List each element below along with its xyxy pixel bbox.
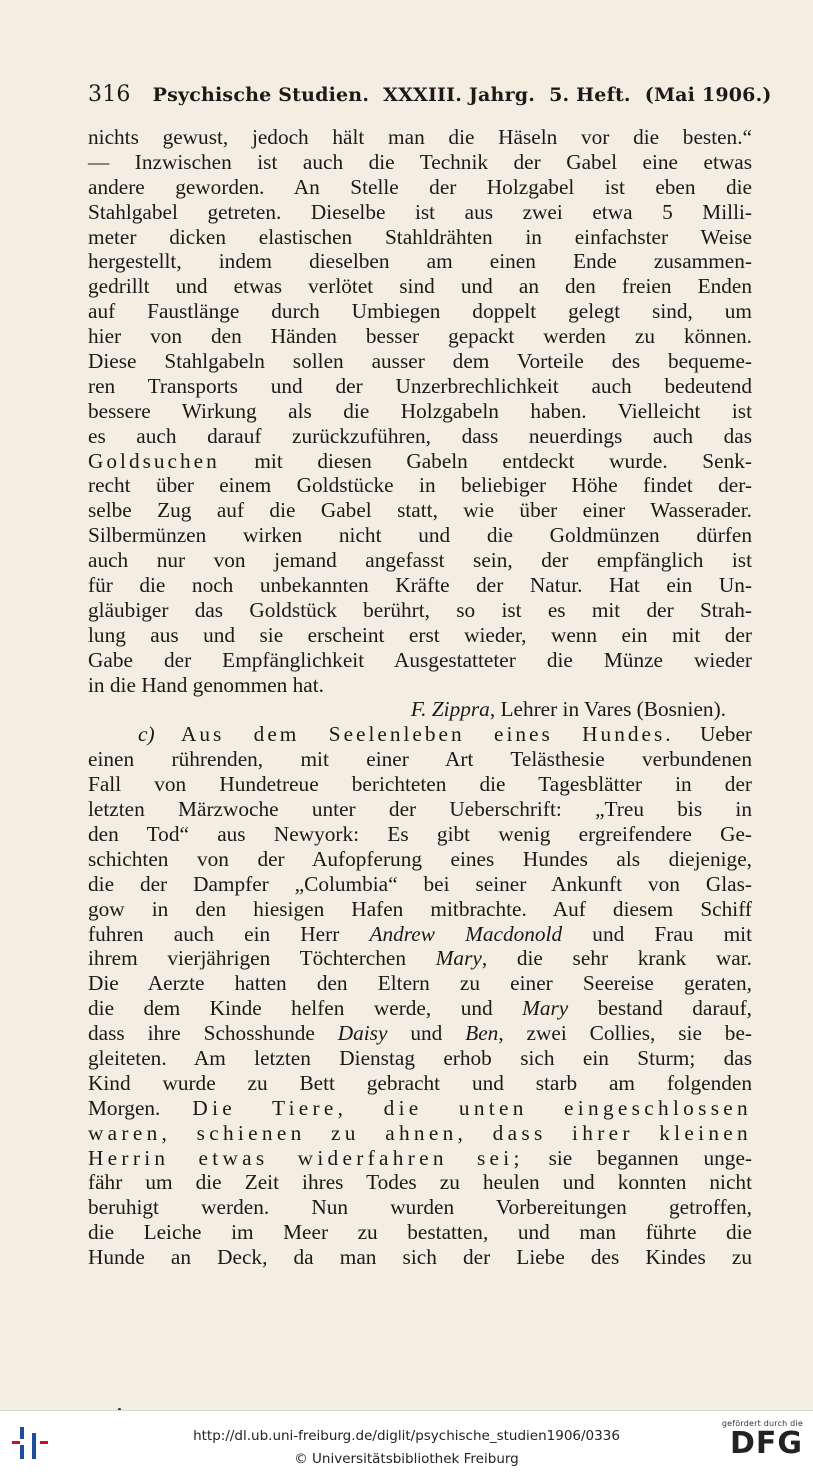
text-segment: die dem Kinde helfen werde, und	[88, 996, 523, 1021]
text-segment: in die Hand genommen hat.	[88, 672, 324, 697]
text-line	[88, 623, 752, 648]
italic-text: c)	[138, 722, 181, 747]
text-segment: schichten von der Aufopferung eines Hundes als diejenige,	[88, 846, 752, 871]
text-segment: gow in den hiesigen Hafen mitbrachte. Auf diesem Schiff	[88, 896, 752, 921]
text-line	[88, 648, 752, 673]
text-line	[88, 847, 752, 872]
text-line	[88, 922, 752, 947]
text-line	[88, 424, 752, 449]
text-line	[88, 225, 752, 250]
viewer-footer	[0, 1410, 813, 1474]
text-line	[88, 747, 752, 772]
dfg-wordmark: DFG	[729, 1426, 803, 1461]
text-line	[88, 1220, 752, 1245]
issue-date: (Mai 1906.)	[644, 84, 772, 106]
italic-text: F. Zippra	[410, 697, 490, 722]
text-segment: gedrillt und etwas verlötet sind und an den freien Enden	[88, 274, 752, 299]
text-segment: meter dicken elastischen Stahldrähten in einfachster Weise	[88, 224, 752, 249]
text-segment: auch nur von jemand angefasst sein, der empfänglich ist	[88, 548, 752, 573]
text-line	[88, 374, 752, 399]
text-segment: den Tod“ aus Newyork: Es gibt wenig ergreifendere Ge-	[88, 821, 752, 846]
text-segment: für die noch unbekannten Kräfte der Natur. Hat ein Un-	[88, 573, 752, 598]
text-segment: fuhren auch ein Herr	[88, 921, 370, 946]
text-line	[88, 349, 752, 374]
text-segment: Fall von Hundetreue berichteten die Tagesblätter in der	[88, 772, 752, 797]
text-line	[88, 1071, 752, 1096]
text-segment: bestand darauf,	[568, 996, 752, 1021]
text-line	[88, 772, 752, 797]
text-segment: auf Faustlänge durch Umbiegen doppelt gelegt sind, um	[88, 299, 752, 324]
text-line	[88, 1121, 752, 1146]
text-segment: Morgen.	[88, 1095, 193, 1120]
text-segment: hier von den Händen besser gepackt werden zu können.	[88, 324, 752, 349]
text-segment: Ueber	[673, 722, 752, 747]
page-number: 316	[88, 82, 131, 107]
text-segment: Kind wurde zu Bett gebracht und starb am folgenden	[88, 1070, 752, 1095]
text-line	[88, 125, 752, 150]
text-line	[88, 897, 752, 922]
text-segment: bessere Wirkung als die Holzgabeln haben. Vielleicht ist	[88, 398, 752, 423]
text-segment: Die Aerzte hatten den Eltern zu einer Seereise geraten,	[88, 971, 752, 996]
italic-text: Mary	[522, 996, 569, 1021]
text-segment: sie begannen unge-	[523, 1145, 752, 1170]
text-line	[88, 598, 752, 623]
text-segment: die der Dampfer „Columbia“ bei seiner Ankunft von Glas-	[88, 871, 752, 896]
text-line	[88, 996, 752, 1021]
text-line	[88, 797, 752, 822]
text-line	[88, 548, 752, 573]
text-segment: ihrem vierjährigen Töchterchen	[88, 946, 436, 971]
text-segment: und	[387, 1021, 466, 1046]
text-segment: — Inzwischen ist auch die Technik der Gabel eine etwas	[88, 149, 752, 174]
text-line	[88, 1146, 752, 1171]
spaced-text: Herrin etwas widerfahren sei;	[88, 1145, 524, 1170]
text-segment: recht über einem Goldstücke in beliebiger Höhe findet der-	[88, 473, 752, 498]
text-line	[88, 324, 752, 349]
italic-text: Andrew Macdonold	[369, 921, 563, 946]
issue-label: 5. Heft.	[549, 84, 631, 106]
permalink-link[interactable]: http://dl.ub.uni-freiburg.de/diglit/psychische_studien1906/0336	[193, 1428, 620, 1444]
funding-caption: gefördert durch die	[721, 1419, 803, 1428]
text-segment: Stahlgabel getreten. Dieselbe ist aus zwei etwa 5 Milli-	[88, 199, 752, 224]
text-line	[88, 1046, 752, 1071]
spaced-text: Aus dem Seelenleben eines Hundes.	[180, 722, 674, 747]
text-segment: ren Transports und der Unzerbrechlichkeit auch bedeutend	[88, 373, 752, 398]
dfg-logo	[715, 1419, 803, 1469]
text-segment: andere geworden. An Stelle der Holzgabel ist eben die	[88, 174, 752, 199]
text-segment: Gabe der Empfänglichkeit Ausgestatteter die Münze wieder	[88, 647, 752, 672]
text-line	[88, 399, 752, 424]
text-line	[88, 673, 752, 698]
text-line	[88, 1195, 752, 1220]
text-segment: Hunde an Deck, da man sich der Liebe des Kindes zu	[88, 1245, 752, 1270]
text-line	[88, 498, 752, 523]
text-line	[88, 150, 752, 175]
text-segment: , die sehr krank war.	[481, 946, 752, 971]
text-segment: es auch darauf zurückzuführen, dass neuerdings auch das	[88, 423, 752, 448]
text-segment: lung aus und sie erscheint erst wieder, wenn ein mit der	[88, 622, 752, 647]
text-segment: beruhigt werden. Nun wurden Vorbereitungen getroffen,	[88, 1195, 752, 1220]
body-text	[88, 125, 752, 1270]
text-line	[88, 299, 752, 324]
text-line	[88, 1170, 752, 1195]
running-head	[88, 82, 772, 107]
text-segment: hergestellt, indem dieselben am einen Ende zusammen-	[88, 249, 752, 274]
text-line	[88, 175, 752, 200]
text-segment: Diese Stahlgabeln sollen ausser dem Vorteile des bequeme-	[88, 349, 752, 374]
text-segment: einen rührenden, mit einer Art Telästhesie verbundenen	[88, 747, 752, 772]
text-segment: mit diesen Gabeln entdeckt wurde. Senk-	[219, 448, 752, 473]
text-line	[88, 872, 752, 897]
text-segment: und Frau mit	[562, 921, 752, 946]
text-segment: selbe Zug auf die Gabel statt, wie über einer Wasserader.	[88, 498, 752, 523]
italic-text: Ben	[465, 1021, 499, 1046]
text-segment: fähr um die Zeit ihres Todes zu heulen und konnten nicht	[88, 1170, 752, 1195]
text-line	[88, 822, 752, 847]
text-segment: nichts gewust, jedoch hält man die Häseln vor die besten.“	[88, 125, 752, 149]
volume-label: XXXIII. Jahrg.	[383, 84, 536, 106]
copyright-notice: © Universitätsbibliothek Freiburg	[294, 1451, 519, 1467]
spaced-text: Goldsuchen	[88, 448, 220, 473]
text-line	[88, 1021, 752, 1046]
journal-title: Psychische Studien.	[152, 84, 370, 106]
text-segment: , zwei Collies, sie be-	[498, 1021, 752, 1046]
italic-text: Mary	[435, 946, 482, 971]
spaced-text: Die Tiere, die unten eingeschlossen	[192, 1095, 752, 1120]
text-line	[88, 1245, 752, 1270]
text-line	[88, 573, 752, 598]
text-line	[88, 473, 752, 498]
text-line	[88, 200, 752, 225]
text-segment: gleiteten. Am letzten Dienstag erhob sich ein Sturm; das	[88, 1045, 752, 1070]
text-line	[88, 697, 752, 722]
text-segment: gläubiger das Goldstück berührt, so ist es mit der Strah-	[88, 597, 752, 622]
italic-text: Daisy	[337, 1021, 388, 1046]
text-line	[88, 449, 752, 474]
text-line	[88, 722, 752, 747]
text-line	[88, 523, 752, 548]
text-line	[88, 971, 752, 996]
text-line	[88, 946, 752, 971]
text-segment: Silbermünzen wirken nicht und die Goldmünzen dürfen	[88, 523, 752, 548]
text-segment: , Lehrer in Vares (Bosnien).	[489, 697, 726, 722]
text-segment: die Leiche im Meer zu bestatten, und man führte die	[88, 1220, 752, 1245]
text-line	[88, 249, 752, 274]
text-line	[88, 274, 752, 299]
text-segment: letzten Märzwoche unter der Ueberschrift: „Treu bis in	[88, 797, 752, 822]
text-line	[88, 1096, 752, 1121]
text-segment: dass ihre Schosshunde	[88, 1021, 338, 1046]
spaced-text: waren, schienen zu ahnen, dass ihrer kleinen	[88, 1120, 752, 1145]
